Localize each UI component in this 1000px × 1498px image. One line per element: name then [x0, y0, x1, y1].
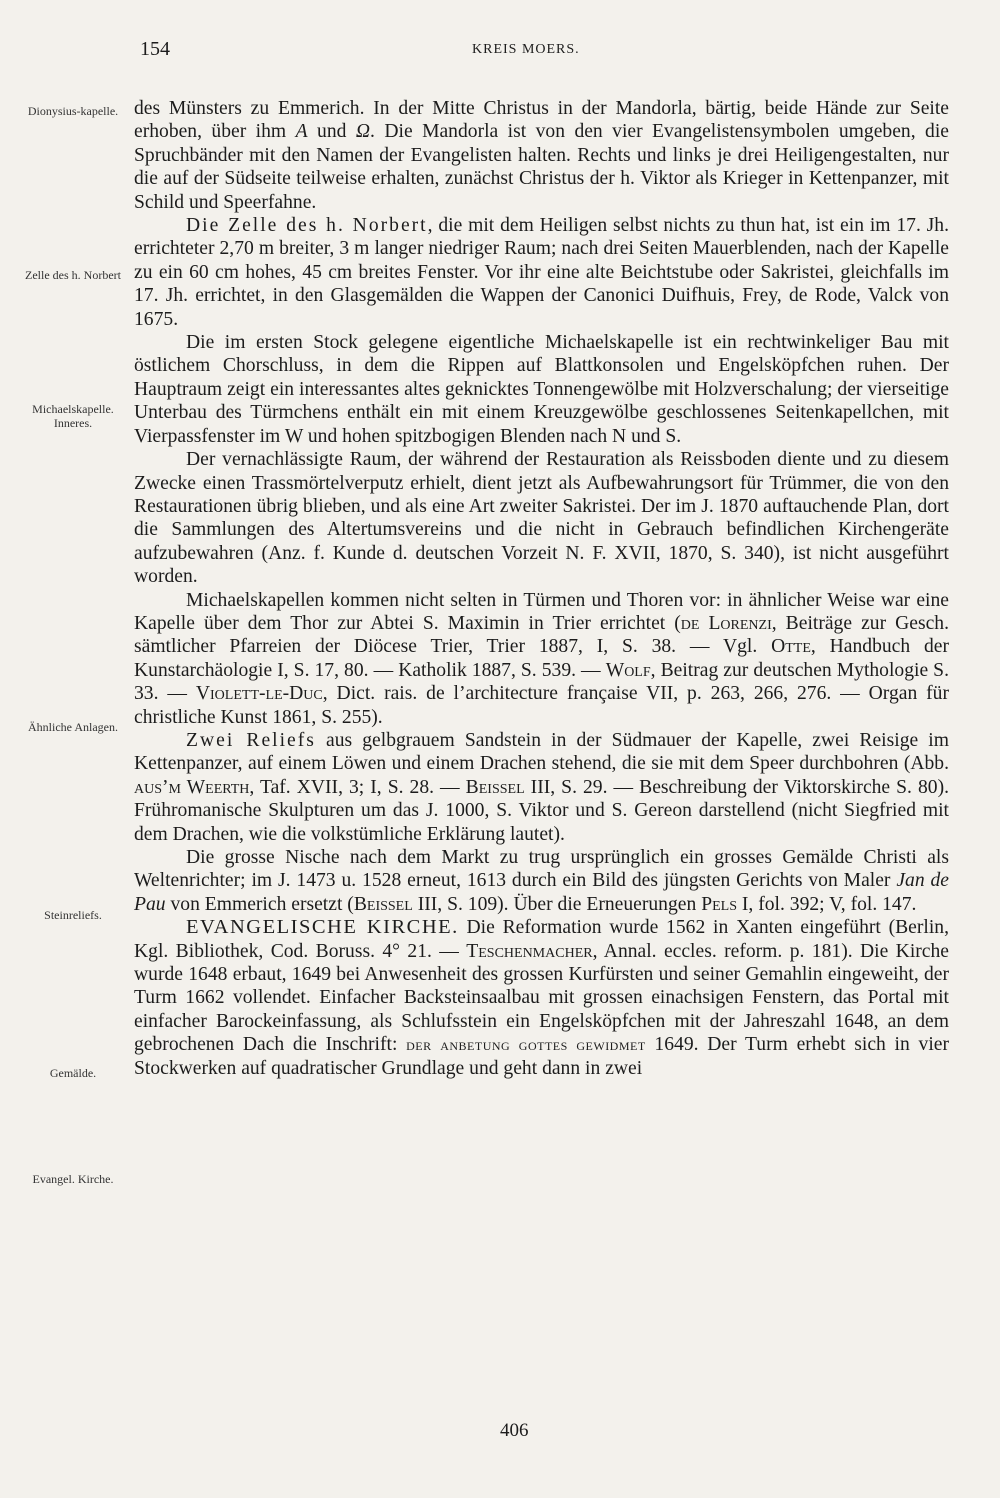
paragraph-steinreliefs: Zwei Reliefs aus gelbgrauem Sandstein in der Südmauer der Kapelle, zwei Reisige im Kettenpanzer, auf einem Löwen und einem Drachen stehend, die sie mit dem Speer durchbohren (Abb. aus’m Weerth, Taf. XVII, 3; I, S. 28. — Beissel III, S. 29. — Beschreibung der Viktorskirche S. 80). Frühromanische Skulpturen um das J. 1000, S. Viktor und S. Gereon darstellend (nicht Siegfried mit dem Drachen, wie die volkstümliche Erklärung lautet).: [134, 729, 949, 845]
running-title: KREIS MOERS.: [472, 42, 580, 57]
margin-note-aehnliche: Ähnliche Anlagen.: [28, 720, 118, 734]
margin-note-gemaelde: Gemälde.: [49, 1066, 97, 1080]
paragraph-zelle: Die Zelle des h. Norbert, die mit dem Heiligen selbst nichts zu thun hat, ist ein im 17. Jh. errichteter 2,70 m breiter, 3 m langer niedriger Raum; nach drei Seiten Mauerblenden, nach der Kapelle zu ein 60 cm hohes, 45 cm breites Fenster. Vor ihr eine alte Beichtstube oder Sakristei, gleichfalls im 17. Jh. errichtet, in den Glasgemälden die Wappen der Canonici Duifhuis, Frey, de Rode, Valck von 1675.: [134, 215, 949, 330]
page-header: [0, 38, 1000, 68]
footer-page-number: 406: [500, 1420, 529, 1441]
body-text: [134, 97, 949, 1080]
paragraph-gemaelde: Die grosse Nische nach dem Markt zu trug ursprünglich ein grosses Gemälde Christi als Weltenrichter; im J. 1473 u. 1528 erneut, 1613 durch ein Bild des jüngsten Gerichts von Maler Jan de Pau von Emmerich ersetzt (Beissel III, S. 109). Über die Erneuerungen Pels I, fol. 392; V, fol. 147.: [134, 847, 949, 915]
section-title: EVANGELISCHE KIRCHE.: [186, 916, 459, 939]
margin-note-evangel: Evangel. Kirche.: [32, 1172, 114, 1186]
margin-note-steinreliefs: Steinreliefs.: [44, 908, 102, 922]
margin-note-zelle: Zelle des h. Norbert: [25, 268, 121, 282]
paragraph-dionysius: des Münsters zu Emmerich. In der Mitte Christus in der Mandorla, bärtig, beide Hände zur Seite erhoben, über ihm A und Ω. Die Mandorla ist von den vier Evangelistensymbolen umgeben, die Spruchbänder mit den Namen der Evangelisten halten. Rechts und links je drei Heiligengestalten, nur die auf der Südseite teilweise erhalten, zunächst Christus der h. Viktor als Krieger in Kettenpanzer, mit Schild und Speerfahne.: [134, 98, 949, 213]
paragraph-raum: Der vernachlässigte Raum, der während der Restauration als Reissboden diente und zu diesem Zwecke einen Trassmörtelverputz erhielt, dient jetzt als Aufbewahrungsort für Trümmer, die von den Restaurationen übrig blieben, und als eine Art zweiter Sakristei. Der im J. 1870 auftauchende Plan, dort die Sammlungen des Altertumsvereins und die nicht in Gebrauch befindlichen Kirchengeräte aufzubewahren (Anz. f. Kunde d. deutschen Vorzeit N. F. XVII, 1870, S. 340), ist nicht ausgeführt worden.: [134, 449, 949, 588]
paragraph-aehnliche: Michaelskapellen kommen nicht selten in Türmen und Thoren vor: in ähnlicher Weise war eine Kapelle über dem Thor zur Abtei S. Maximin in Trier errichtet (de Lorenzi, Beiträge zur Gesch. sämtlicher Pfarreien der Diöcese Trier, Trier 1887, I, S. 38. — Vgl. Otte, Handbuch der Kunstarchäologie I, S. 17, 80. — Katholik 1887, S. 539. — Wolf, Beitrag zur deutschen Mythologie S. 33. — Violett-le-Duc, Dict. rais. de l’architecture française VII, p. 263, 266, 276. — Organ für christliche Kunst 1861, S. 255).: [134, 589, 949, 728]
page-number: 154: [140, 38, 170, 60]
paragraph-michaelskapelle: Die im ersten Stock gelegene eigentliche Michaelskapelle ist ein rechtwinkeliger Bau mit östlichem Chorschluss, in dem die Rippen auf Blattkonsolen und Engelsköpfchen ruhen. Der Hauptraum zeigt ein interessantes altes geknicktes Tonnengewölbe mit Holzverschalung; der vierseitige Unterbau des Türmchens enthält ein mit einem Kreuzgewölbe geschlossenes Seitenkapellchen, mit Vierpassfenster im W und hohen spitzbogigen Blenden nach N und S.: [134, 332, 949, 447]
margin-note-dionysius: Dionysius-kapelle.: [27, 104, 119, 118]
margin-note-michaelskapelle: Michaelskapelle. Inneres.: [32, 402, 114, 430]
paragraph-evangelische-kirche: EVANGELISCHE KIRCHE. Die Reformation wurde 1562 in Xanten eingeführt (Berlin, Kgl. Bibliothek, Cod. Boruss. 4° 21. — Teschenmacher, Annal. eccles. reform. p. 181). Die Kirche wurde 1648 erbaut, 1649 bei Anwesenheit des grossen Kurfürsten und seiner Gemahlin eingeweiht, der Turm 1662 vollendet. Einfacher Backsteinsaalbau mit grossen einachsigen Fenstern, das Portal mit einfacher Barockeinfassung, als Schlufsstein ein Engelsköpfchen mit der Jahreszahl 1648, an dem gebrochenen Dach die Inschrift: der anbetung gottes gewidmet 1649. Der Turm erhebt sich in vier Stockwerken auf quadratischer Grundlage und geht dann in zwei: [134, 916, 949, 1079]
